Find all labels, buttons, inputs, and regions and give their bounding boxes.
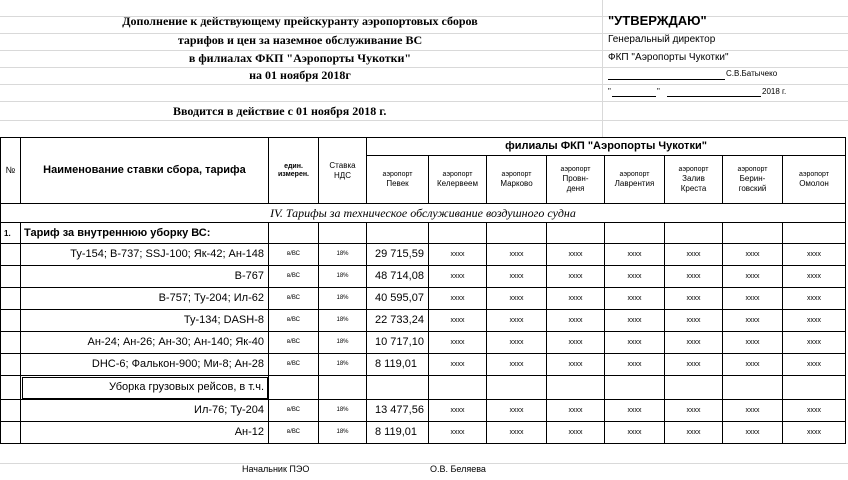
tariff-pevek: 29 715,59	[367, 244, 429, 266]
aircraft-types: DHC-6; Фалькон-900; Ми-8; Ан-28	[21, 354, 269, 376]
tariff-other-airport: xxxx	[723, 354, 783, 376]
unit-cell: в/ВС	[269, 288, 319, 310]
empty-cell	[367, 223, 429, 244]
airport-name: Провн-	[562, 173, 589, 183]
section-title: IV. Тарифы за техническое обслуживание воздушного судна	[1, 204, 846, 223]
tariff-other-airport: xxxx	[547, 354, 605, 376]
vat-cell: 18%	[319, 354, 367, 376]
tariff-other-airport: xxxx	[665, 332, 723, 354]
empty-cell	[429, 223, 487, 244]
tariff-other-airport: xxxx	[605, 422, 665, 444]
tariff-other-airport: xxxx	[783, 288, 846, 310]
approval-org: ФКП "Аэропорты Чукотки"	[608, 52, 729, 63]
airport-name: Омолон	[799, 178, 829, 188]
airport-label: аэропорт	[501, 170, 532, 178]
tariff-other-airport: xxxx	[723, 310, 783, 332]
airport-header-markovo	[487, 156, 547, 204]
unit-cell: в/ВС	[269, 400, 319, 422]
airport-header-pevek	[367, 156, 429, 204]
tariff-other-airport: xxxx	[487, 266, 547, 288]
table-row	[1, 310, 846, 332]
airport-name: Берин-	[739, 173, 766, 183]
row-number-cell	[1, 332, 21, 354]
gridline	[0, 84, 848, 85]
tariff-pevek: 22 733,24	[367, 310, 429, 332]
aircraft-types: В-767	[21, 266, 269, 288]
row-number-cell	[1, 400, 21, 422]
empty-cell	[487, 376, 547, 400]
empty-cell	[1, 376, 21, 400]
tariff-other-airport: xxxx	[487, 422, 547, 444]
date-day-line	[612, 96, 656, 97]
tariff-other-airport: xxxx	[547, 266, 605, 288]
empty-cell	[367, 376, 429, 400]
empty-cell	[665, 376, 723, 400]
tariff-other-airport: xxxx	[487, 400, 547, 422]
airport-label: аэропорт	[737, 165, 768, 173]
airport-header-keperveem	[429, 156, 487, 204]
tariff-other-airport: xxxx	[723, 400, 783, 422]
vat-cell: 18%	[319, 288, 367, 310]
tariff-other-airport: xxxx	[605, 400, 665, 422]
tariff-other-airport: xxxx	[783, 400, 846, 422]
tariff-other-airport: xxxx	[605, 354, 665, 376]
tariff-other-airport: xxxx	[723, 288, 783, 310]
airport-header-omolon	[783, 156, 846, 204]
unit-cell: в/ВС	[269, 310, 319, 332]
tariff-other-airport: xxxx	[547, 400, 605, 422]
unit-cell: в/ВС	[269, 266, 319, 288]
empty-cell	[487, 223, 547, 244]
tariff-other-airport: xxxx	[783, 422, 846, 444]
tariff-other-airport: xxxx	[547, 310, 605, 332]
tariff-other-airport: xxxx	[605, 332, 665, 354]
row-number-cell	[1, 266, 21, 288]
branches-header: филиалы ФКП "Аэропорты Чукотки"	[367, 138, 846, 156]
signature-line	[608, 79, 725, 80]
tariff-pevek: 10 717,10	[367, 332, 429, 354]
tariff-other-airport: xxxx	[547, 422, 605, 444]
airport-name: Залив	[682, 173, 705, 183]
gridline	[0, 463, 848, 464]
airport-header-provideniya	[547, 156, 605, 204]
tariff-other-airport: xxxx	[665, 244, 723, 266]
tariff-rows	[1, 244, 846, 376]
cargo-subtitle[interactable]: Уборка грузовых рейсов, в т.ч.	[21, 376, 269, 400]
aircraft-types: Ил-76; Ту-204	[21, 400, 269, 422]
tariff-other-airport: xxxx	[429, 354, 487, 376]
table-row	[1, 266, 846, 288]
vat-cell: 18%	[319, 400, 367, 422]
tariff-other-airport: xxxx	[723, 422, 783, 444]
date-year: 2018 г.	[762, 87, 787, 96]
tariff-other-airport: xxxx	[605, 266, 665, 288]
tariff-other-airport: xxxx	[547, 244, 605, 266]
tariff-table	[0, 137, 846, 444]
footer-name: О.В. Беляева	[430, 464, 486, 474]
tariff-pevek: 48 714,08	[367, 266, 429, 288]
col-unit-header: един. измерен.	[269, 138, 319, 204]
airport-header-lavrentiya	[605, 156, 665, 204]
doc-title-line1: Дополнение к действующему прейскуранту аэропортовых сборов	[122, 14, 478, 28]
empty-cell	[547, 376, 605, 400]
airport-label: аэропорт	[382, 170, 413, 178]
airport-label: аэропорт	[560, 165, 591, 173]
table-row	[1, 244, 846, 266]
empty-cell	[723, 376, 783, 400]
tariff-other-airport: xxxx	[487, 244, 547, 266]
table-row	[1, 400, 846, 422]
tariff-other-airport: xxxx	[783, 244, 846, 266]
tariff-pevek: 8 119,01	[367, 354, 429, 376]
doc-title-line3: в филиалах ФКП "Аэропорты Чукотки"	[188, 51, 412, 65]
tariff-other-airport: xxxx	[429, 310, 487, 332]
vat-cell: 18%	[319, 266, 367, 288]
empty-cell	[783, 223, 846, 244]
tariff-other-airport: xxxx	[665, 354, 723, 376]
tariff-other-airport: xxxx	[429, 332, 487, 354]
tariff-other-airport: xxxx	[783, 266, 846, 288]
date-quote-close: "	[657, 87, 660, 96]
unit-cell: в/ВС	[269, 422, 319, 444]
aircraft-types: Ту-134; DASH-8	[21, 310, 269, 332]
vat-cell: 18%	[319, 332, 367, 354]
vat-cell: 18%	[319, 244, 367, 266]
airport-name: Келервеем	[437, 178, 478, 188]
tariff-other-airport: xxxx	[723, 266, 783, 288]
tariff-other-airport: xxxx	[783, 354, 846, 376]
tariff-pevek: 40 595,07	[367, 288, 429, 310]
tariff-other-airport: xxxx	[487, 310, 547, 332]
tariff-other-airport: xxxx	[665, 400, 723, 422]
unit-cell: в/ВС	[269, 332, 319, 354]
tariff-other-airport: xxxx	[723, 244, 783, 266]
tariff-other-airport: xxxx	[429, 244, 487, 266]
empty-cell	[723, 223, 783, 244]
row-number-cell	[1, 288, 21, 310]
empty-cell	[605, 223, 665, 244]
tariff-other-airport: xxxx	[487, 332, 547, 354]
unit-cell: в/ВС	[269, 354, 319, 376]
tariff-other-airport: xxxx	[723, 332, 783, 354]
vat-cell: 18%	[319, 422, 367, 444]
col-vat-header: Ставка НДС	[319, 138, 367, 204]
tariff-other-airport: xxxx	[487, 354, 547, 376]
tariff-other-airport: xxxx	[547, 332, 605, 354]
tariff-pevek: 13 477,56	[367, 400, 429, 422]
airport-name-cont: деня	[566, 183, 585, 193]
aircraft-types: Ан-24; Ан-26; Ан-30; Ан-140; Як-40	[21, 332, 269, 354]
group-title: Тариф за внутреннюю уборку ВС:	[21, 223, 269, 244]
approval-position: Генеральный директор	[608, 34, 716, 45]
row-number-cell	[1, 354, 21, 376]
row-number-cell	[1, 310, 21, 332]
tariff-other-airport: xxxx	[665, 422, 723, 444]
table-row	[1, 422, 846, 444]
airport-label: аэропорт	[619, 170, 650, 178]
airport-name: Лаврентия	[614, 178, 655, 188]
doc-title-line2: тарифов и цен за наземное обслуживание ВС	[177, 33, 423, 47]
tariff-other-airport: xxxx	[429, 288, 487, 310]
empty-cell	[319, 223, 367, 244]
table-row	[1, 354, 846, 376]
approval-title: "УТВЕРЖДАЮ"	[608, 13, 707, 28]
row-number-cell	[1, 422, 21, 444]
cargo-rows	[1, 400, 846, 444]
tariff-other-airport: xxxx	[783, 332, 846, 354]
col-name-header: Наименование ставки сбора, тарифа	[21, 138, 269, 204]
date-month-line	[667, 96, 761, 97]
airport-label: аэропорт	[442, 170, 473, 178]
tariff-other-airport: xxxx	[605, 244, 665, 266]
empty-cell	[547, 223, 605, 244]
tariff-other-airport: xxxx	[665, 288, 723, 310]
vat-cell: 18%	[319, 310, 367, 332]
doc-title-line4: на 01 ноября 2018г	[249, 68, 351, 82]
gridline	[602, 0, 603, 137]
empty-cell	[783, 376, 846, 400]
empty-cell	[605, 376, 665, 400]
airport-name: Певек	[386, 178, 409, 188]
tariff-other-airport: xxxx	[429, 400, 487, 422]
empty-cell	[269, 376, 319, 400]
aircraft-types: Ту-154; В-737; SSJ-100; Як-42; Ан-148	[21, 244, 269, 266]
row-number-cell	[1, 244, 21, 266]
table-row	[1, 332, 846, 354]
airport-name: Марково	[500, 178, 533, 188]
airport-label: аэропорт	[799, 170, 829, 178]
empty-cell	[429, 376, 487, 400]
footer-position: Начальник ПЭО	[242, 464, 310, 474]
unit-cell: в/ВС	[269, 244, 319, 266]
empty-cell	[269, 223, 319, 244]
tariff-other-airport: xxxx	[665, 310, 723, 332]
airport-header-beringovsky	[723, 156, 783, 204]
airport-label: аэропорт	[678, 165, 709, 173]
col-number-header: №	[1, 138, 21, 204]
empty-cell	[665, 223, 723, 244]
aircraft-types: В-757; Ту-204; Ил-62	[21, 288, 269, 310]
tariff-other-airport: xxxx	[547, 288, 605, 310]
tariff-other-airport: xxxx	[783, 310, 846, 332]
tariff-other-airport: xxxx	[429, 422, 487, 444]
empty-cell	[319, 376, 367, 400]
tariff-other-airport: xxxx	[429, 266, 487, 288]
tariff-other-airport: xxxx	[605, 288, 665, 310]
table-row	[1, 288, 846, 310]
airport-name-cont: Креста	[680, 183, 707, 193]
group-number: 1.	[1, 223, 21, 244]
approval-signer: С.В.Батычеко	[726, 69, 778, 78]
tariff-pevek: 8 119,01	[367, 422, 429, 444]
tariff-other-airport: xxxx	[487, 288, 547, 310]
date-quote-open: "	[608, 87, 611, 96]
aircraft-types: Ан-12	[21, 422, 269, 444]
airport-header-zaliv-kresta	[665, 156, 723, 204]
gridline	[0, 101, 848, 102]
tariff-other-airport: xxxx	[665, 266, 723, 288]
tariff-other-airport: xxxx	[605, 310, 665, 332]
effective-date: Вводится в действие с 01 ноября 2018 г.	[173, 104, 387, 118]
gridline	[0, 120, 848, 121]
airport-name-cont: говский	[738, 183, 767, 193]
